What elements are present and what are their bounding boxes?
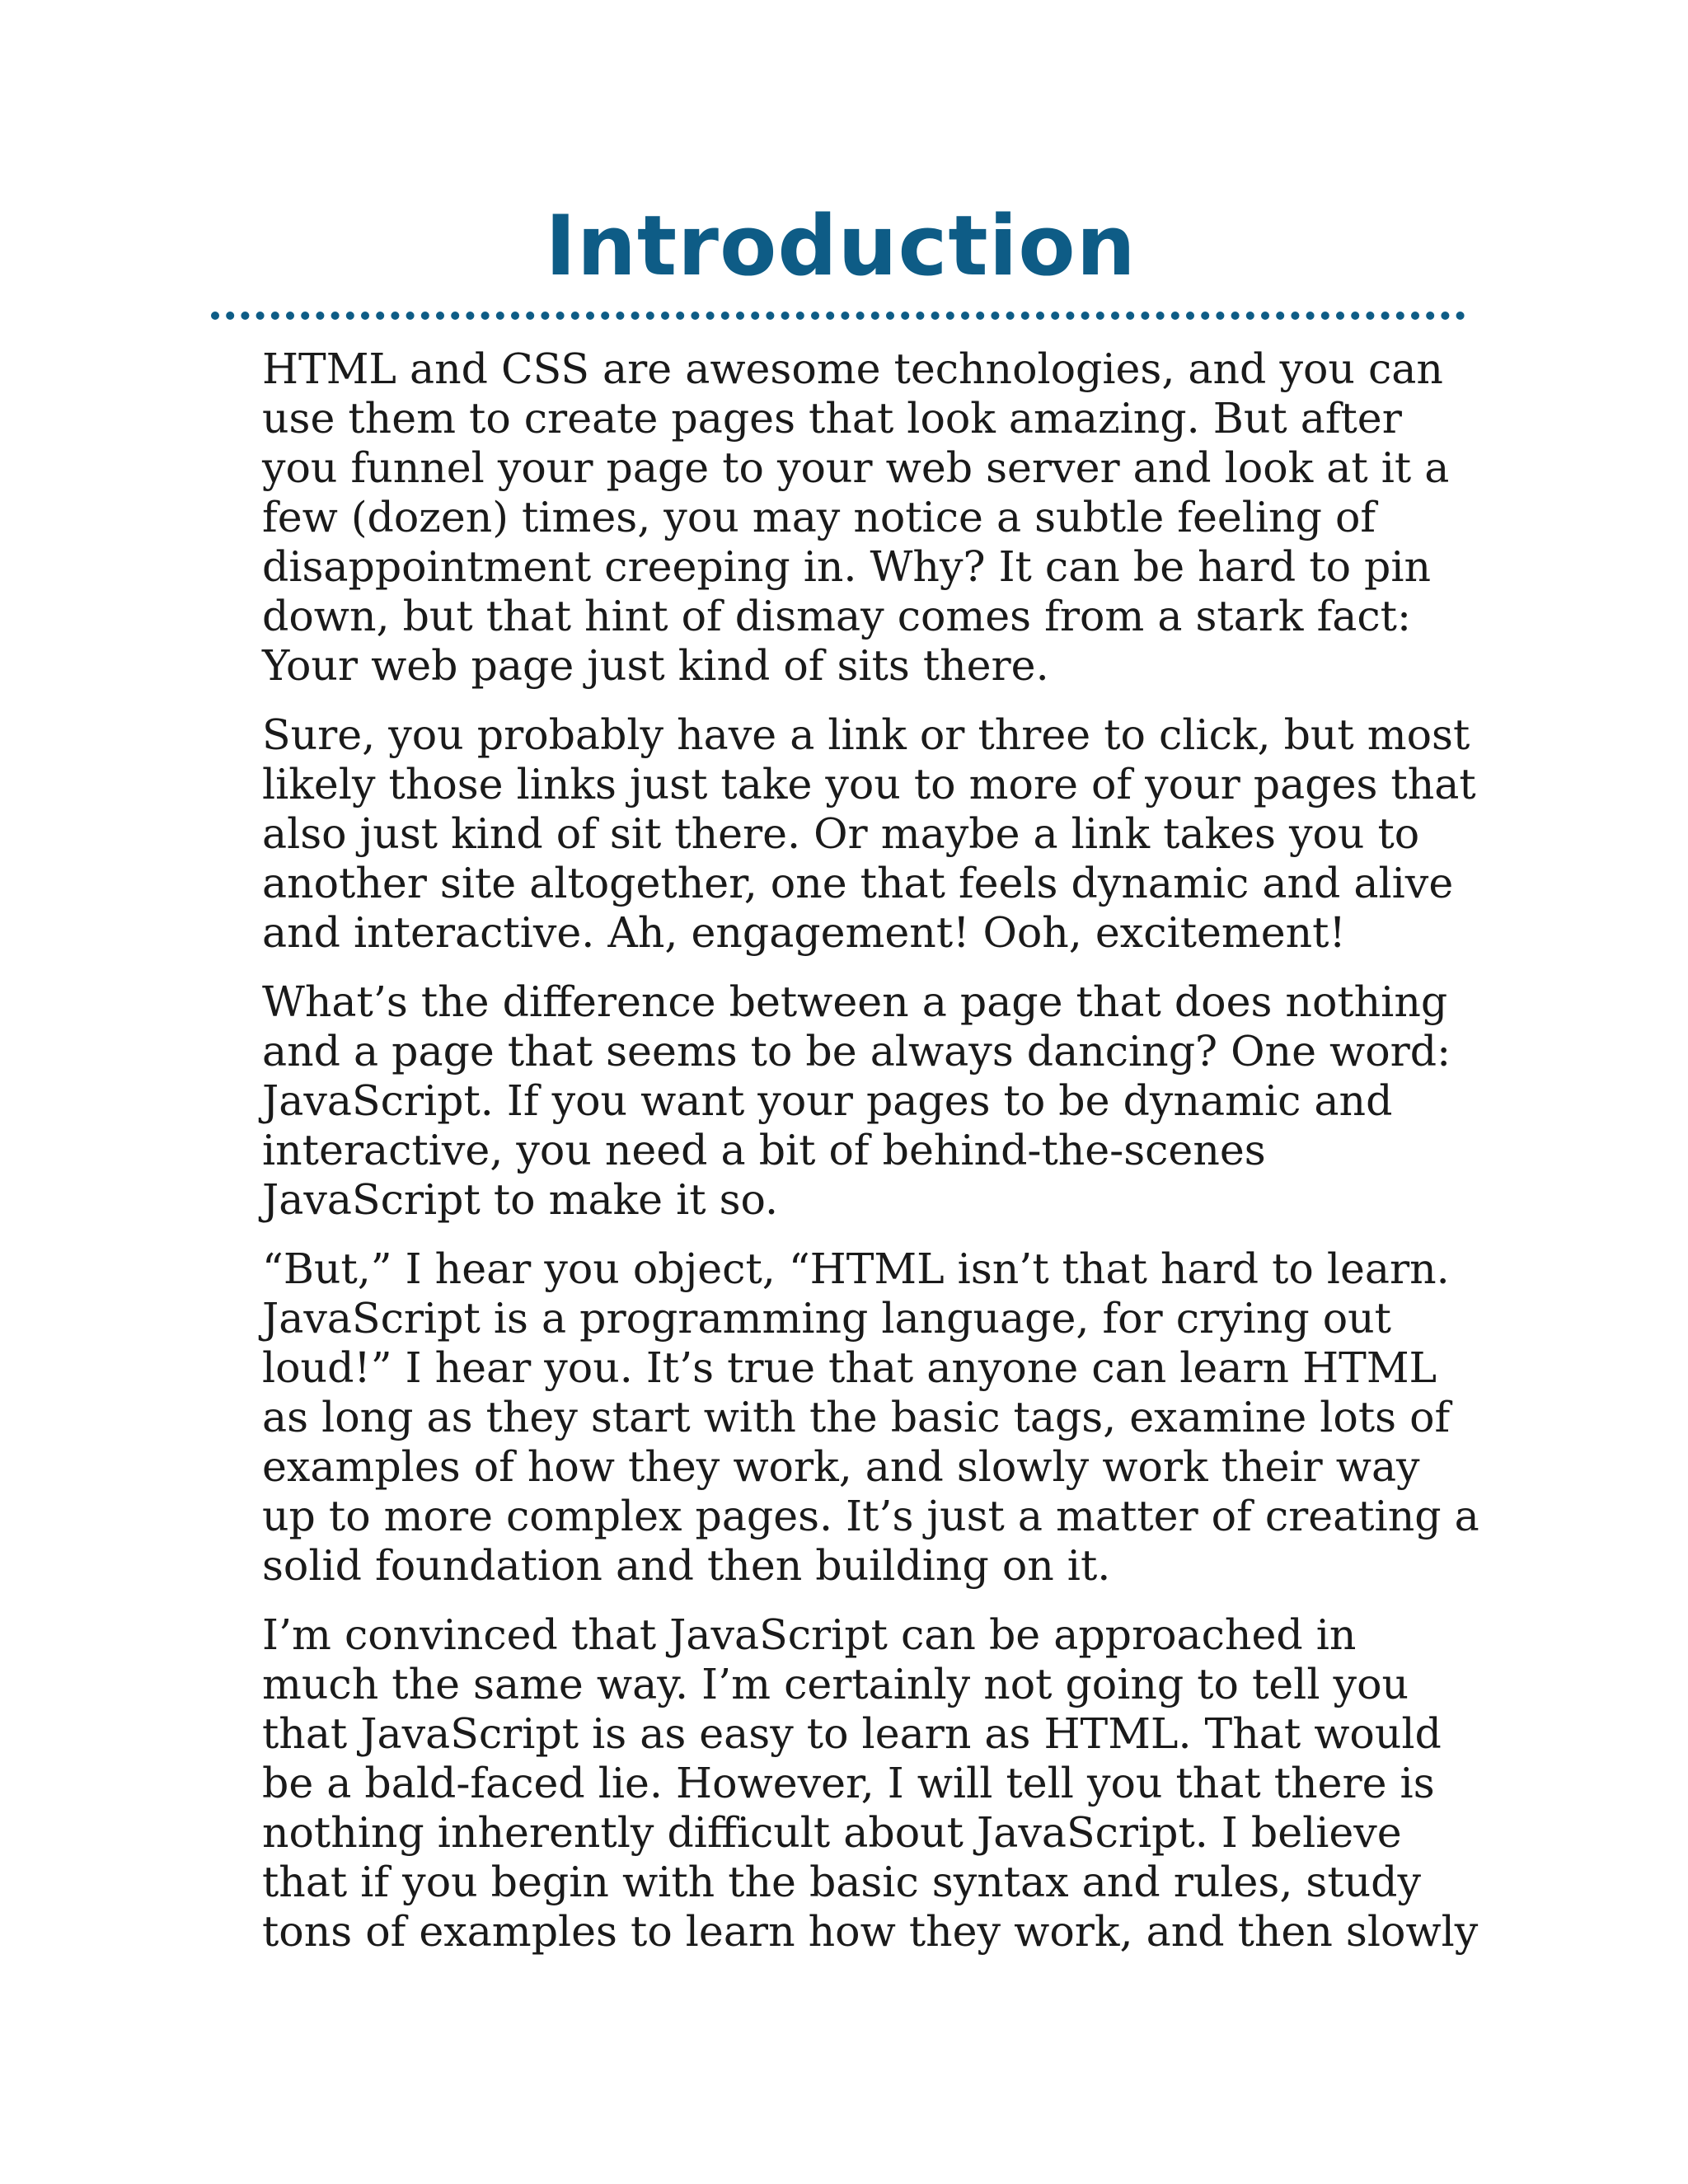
page-title: Introduction xyxy=(545,197,1137,294)
text-line: nothing inherently difficult about JavaScript. I believe xyxy=(262,1808,1402,1857)
divider-dot xyxy=(451,312,459,320)
text-line: and a page that seems to be always dancing? One word: xyxy=(262,1027,1451,1076)
divider-dot xyxy=(481,312,490,320)
paragraph xyxy=(262,710,1474,958)
text-line: What’s the difference between a page that does nothing xyxy=(262,977,1448,1026)
divider-dot xyxy=(946,312,954,320)
text-line: interactive, you need a bit of behind-the-scenes xyxy=(262,1126,1266,1174)
text-line: JavaScript. If you want your pages to be dynamic and xyxy=(262,1076,1393,1125)
divider-dot xyxy=(376,312,384,320)
divider-dot xyxy=(1456,312,1465,320)
text-line: you funnel your page to your web server and look at it a xyxy=(262,443,1450,492)
text-line: also just kind of sit there. Or maybe a link takes you to xyxy=(262,809,1420,858)
text-line: “But,” I hear you object, “HTML isn’t that hard to learn. xyxy=(262,1244,1450,1293)
divider-dot xyxy=(1006,312,1015,320)
paragraph xyxy=(262,1244,1479,1591)
text-line: disappointment creeping in. Why? It can be hard to pin xyxy=(262,542,1432,591)
text-line: tons of examples to learn how they work, and then slowly xyxy=(262,1907,1479,1956)
divider-dot xyxy=(676,312,684,320)
divider-dot xyxy=(1351,312,1359,320)
divider-dot xyxy=(406,312,415,320)
divider-dot xyxy=(976,312,984,320)
divider-dot xyxy=(496,312,504,320)
divider-dot xyxy=(241,312,249,320)
divider-dot xyxy=(1051,312,1059,320)
divider-dot xyxy=(1306,312,1315,320)
divider-dot xyxy=(796,312,804,320)
divider-dot xyxy=(301,312,309,320)
text-line: JavaScript to make it so. xyxy=(262,1175,779,1224)
text-line: up to more complex pages. It’s just a matter of creating a xyxy=(262,1492,1479,1540)
text-line: examples of how they work, and slowly work their way xyxy=(262,1442,1420,1491)
divider-dot xyxy=(1231,312,1240,320)
divider-dot xyxy=(1441,312,1449,320)
divider-dot xyxy=(811,312,819,320)
divider-dot xyxy=(436,312,444,320)
text-line: Your web page just kind of sits there. xyxy=(262,641,1049,690)
text-line: loud!” I hear you. It’s true that anyone can learn HTML xyxy=(262,1343,1437,1392)
divider-dot xyxy=(556,312,565,320)
divider-dot xyxy=(571,312,579,320)
divider-dot xyxy=(256,312,265,320)
text-line: JavaScript is a programming language, for crying out xyxy=(262,1294,1391,1343)
divider-dot xyxy=(1156,312,1165,320)
text-line: another site altogether, one that feels dynamic and alive xyxy=(262,859,1454,907)
divider-dot xyxy=(646,312,654,320)
divider-dot xyxy=(526,312,534,320)
divider-dot xyxy=(346,312,354,320)
divider-dot xyxy=(661,312,669,320)
divider-dot xyxy=(1126,312,1134,320)
text-line: as long as they start with the basic tags, examine lots of xyxy=(262,1393,1451,1441)
divider-dot xyxy=(226,312,234,320)
divider-dot xyxy=(856,312,865,320)
divider-dot xyxy=(1216,312,1224,320)
divider-dot xyxy=(1201,312,1209,320)
divider-dot xyxy=(1411,312,1419,320)
divider-dot xyxy=(421,312,429,320)
text-line: and interactive. Ah, engagement! Ooh, excitement! xyxy=(262,908,1346,957)
text-line: likely those links just take you to more of your pages that xyxy=(262,760,1476,808)
divider-dot xyxy=(781,312,790,320)
divider-dot xyxy=(1321,312,1329,320)
divider-dot xyxy=(1246,312,1254,320)
divider-dot xyxy=(1336,312,1344,320)
text-line: that if you begin with the basic syntax and rules, study xyxy=(262,1858,1422,1906)
divider-dot xyxy=(871,312,879,320)
divider-dot xyxy=(1366,312,1374,320)
divider-dot xyxy=(511,312,519,320)
divider-dot xyxy=(736,312,744,320)
divider-dot xyxy=(826,312,834,320)
paragraph xyxy=(262,977,1474,1225)
divider-dot xyxy=(286,312,294,320)
divider-dot xyxy=(1381,312,1390,320)
divider-dot xyxy=(1021,312,1029,320)
text-line: I’m convinced that JavaScript can be approached in xyxy=(262,1610,1357,1659)
divider-dot xyxy=(271,312,279,320)
divider-dot xyxy=(1096,312,1104,320)
body-text xyxy=(262,344,1479,1976)
divider-dot xyxy=(1141,312,1149,320)
text-line: much the same way. I’m certainly not going to tell you xyxy=(262,1660,1409,1708)
dotted-divider xyxy=(211,307,1474,324)
divider-dot xyxy=(316,312,324,320)
divider-dot xyxy=(961,312,969,320)
divider-dot xyxy=(1426,312,1434,320)
divider-dot xyxy=(931,312,940,320)
divider-dot xyxy=(841,312,849,320)
divider-dot xyxy=(691,312,699,320)
divider-dot xyxy=(706,312,715,320)
paragraph xyxy=(262,1610,1479,1957)
divider-dot xyxy=(601,312,609,320)
divider-dot xyxy=(886,312,894,320)
text-line: use them to create pages that look amazing. But after xyxy=(262,394,1402,443)
divider-dot xyxy=(1276,312,1284,320)
paragraph xyxy=(262,344,1474,691)
divider-dot xyxy=(361,312,369,320)
divider-dot xyxy=(541,312,549,320)
divider-dot xyxy=(1036,312,1044,320)
divider-dot xyxy=(766,312,774,320)
divider-dot xyxy=(1261,312,1269,320)
divider-dot xyxy=(1171,312,1179,320)
text-line: solid foundation and then building on it. xyxy=(262,1541,1111,1590)
divider-dot xyxy=(211,312,219,320)
divider-dot xyxy=(991,312,999,320)
text-line: be a bald-faced lie. However, I will tell you that there is xyxy=(262,1759,1435,1807)
divider-dot xyxy=(331,312,340,320)
divider-dot xyxy=(1291,312,1299,320)
divider-dot xyxy=(1111,312,1119,320)
divider-dot xyxy=(721,312,729,320)
text-line: Sure, you probably have a link or three to click, but most xyxy=(262,710,1470,759)
divider-dot xyxy=(1081,312,1090,320)
text-line: few (dozen) times, you may notice a subtle feeling of xyxy=(262,493,1376,541)
text-line: down, but that hint of dismay comes from a stark fact: xyxy=(262,592,1411,640)
text-line: that JavaScript is as easy to learn as HTML. That would xyxy=(262,1709,1442,1758)
divider-dot xyxy=(586,312,594,320)
divider-dot xyxy=(616,312,624,320)
divider-dot xyxy=(901,312,909,320)
text-line: HTML and CSS are awesome technologies, and you can xyxy=(262,344,1443,393)
divider-dot xyxy=(751,312,759,320)
divider-dot xyxy=(916,312,924,320)
divider-dot xyxy=(466,312,474,320)
divider-dot xyxy=(1186,312,1194,320)
divider-dot xyxy=(1066,312,1074,320)
divider-dot xyxy=(631,312,640,320)
divider-dot xyxy=(1396,312,1404,320)
divider-dot xyxy=(391,312,399,320)
